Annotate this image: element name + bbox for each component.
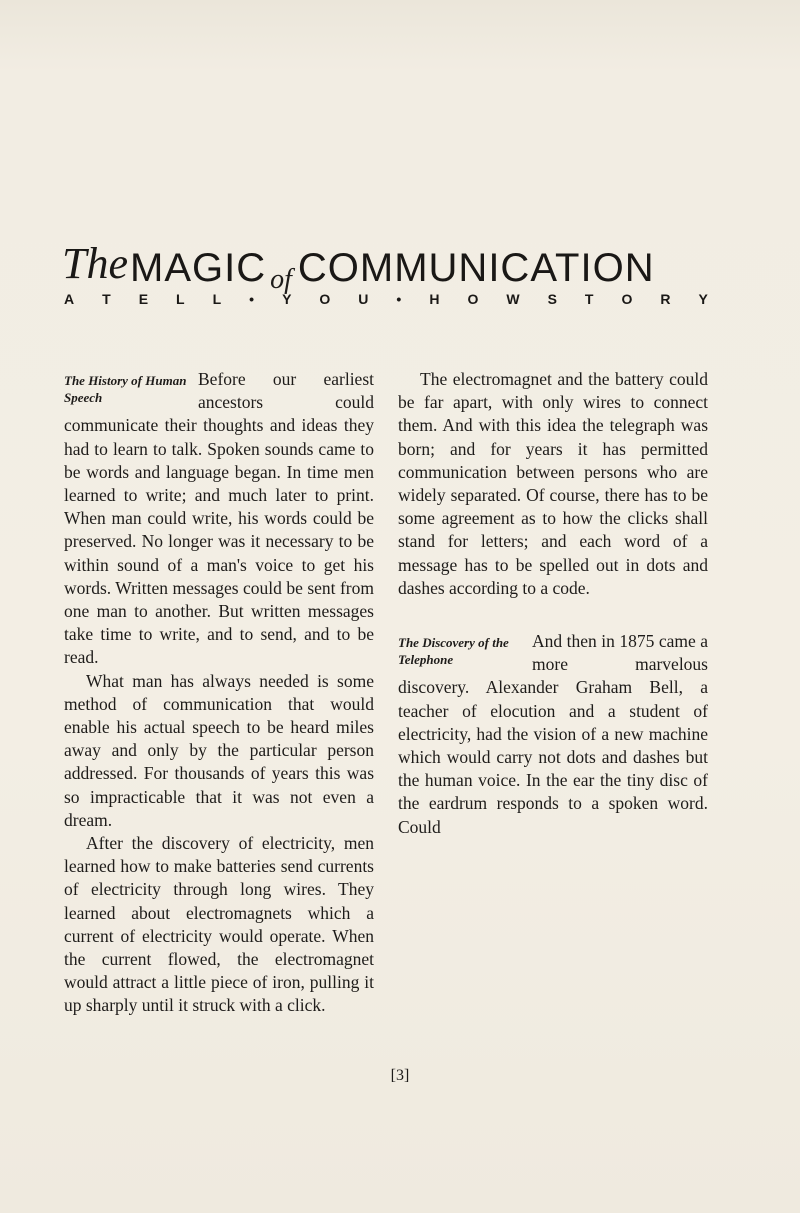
title-the: The bbox=[62, 239, 128, 288]
paragraph: What man has always needed is some method of communication that would enable his actual speech to be heard miles away and only by the particular person addressed. For thousands of years this was so impracticable that it was not even a dream. bbox=[64, 670, 374, 830]
subtitle-letter: O bbox=[621, 291, 633, 307]
subtitle-letter: S bbox=[547, 291, 557, 307]
subtitle-letter: Y bbox=[698, 291, 708, 307]
left-column bbox=[64, 368, 374, 1018]
paragraph: After the discovery of electricity, men learned how to make batteries send currents of electricity through long wires. They learned about electromagnets which a current of electricity would operate. When the current flowed, the electromagnet would attract a little piece of iron, pulling it up sharply until it struck with a click. bbox=[64, 833, 374, 1016]
subtitle-letter: W bbox=[506, 291, 520, 307]
paragraph: The electromagnet and the battery could be far apart, with only wires to connect them. And with this idea the telegraph was born; and for years it has permitted communication between persons who are widely separated. Of course, there has to be some agreement as to how the clicks shall stand for letters; and each word of a message has to be spelled out in dots and dashes according to a code. bbox=[398, 369, 708, 598]
subtitle-letter: T bbox=[102, 291, 111, 307]
sidehead-discovery: The Discovery of the Telephone bbox=[398, 635, 509, 668]
paragraph: Before our earliest ancestors could communicate their thoughts and ideas they had to learn to talk. Spoken sounds came to be words and language began. In time men learned to write; and much later to print. When man could write, his words could be preserved. No longer was it necessary to be within sound of a man's voice to get his words. Written messages could be sent from one man to another. But written messages take time to write, and to send, and to be read. bbox=[64, 369, 374, 668]
title-of: of bbox=[270, 264, 292, 295]
subtitle-letter: U bbox=[358, 291, 369, 307]
paragraph: And then in 1875 came a more marvelous discovery. Alexander Graham Bell, a teacher of elocution and a student of electricity, had the vision of a new machine which would carry not dots and dashes but the human voice. In the ear the tiny disc of the eardrum responds to a spoken word. Could bbox=[398, 631, 708, 837]
title-magic: MAGIC bbox=[130, 246, 267, 290]
page-title bbox=[62, 218, 712, 295]
subtitle-letter: O bbox=[319, 291, 331, 307]
subtitle-bullet: • bbox=[396, 291, 402, 307]
subtitle-letter: T bbox=[584, 291, 594, 307]
subtitle-letter: R bbox=[660, 291, 671, 307]
subtitle-letter: H bbox=[429, 291, 440, 307]
subtitle-letter: Y bbox=[282, 291, 292, 307]
subtitle-letter: L bbox=[176, 291, 185, 307]
subtitle-letter: L bbox=[212, 291, 222, 307]
subtitle-letter: E bbox=[138, 291, 149, 307]
page-number: [3] bbox=[390, 1067, 410, 1084]
sidehead-history: The History of Human Speech bbox=[64, 373, 187, 405]
subtitle-bullet: • bbox=[249, 291, 255, 307]
subtitle-letter: O bbox=[467, 291, 479, 307]
subtitle bbox=[64, 291, 708, 307]
subtitle-letter: A bbox=[64, 291, 75, 307]
right-column bbox=[398, 368, 708, 839]
title-communication: COMMUNICATION bbox=[297, 246, 655, 290]
